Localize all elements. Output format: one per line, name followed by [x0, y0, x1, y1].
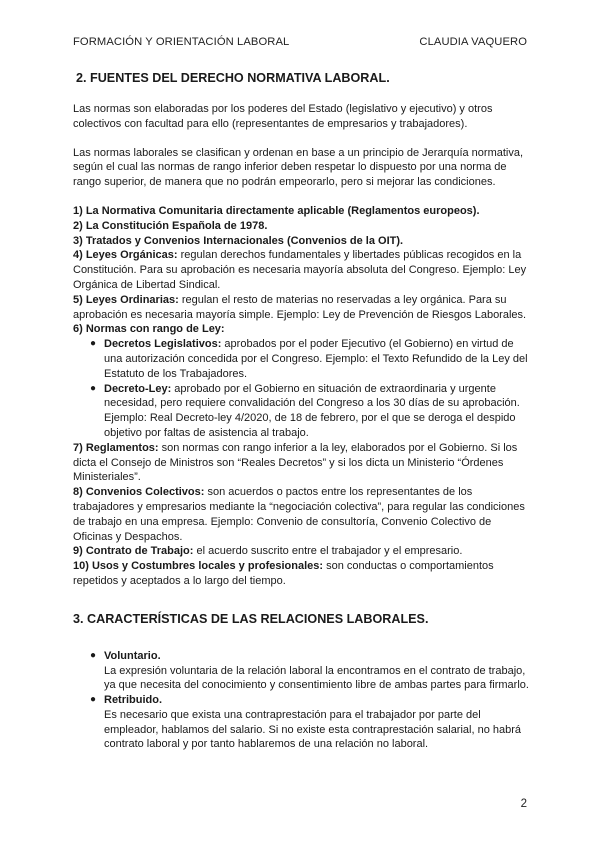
hierarchy-list — [73, 204, 533, 589]
list-item-7 — [73, 441, 533, 485]
list-item-1 — [73, 204, 533, 219]
list-item-5-label: 5) Leyes Ordinarias: — [73, 293, 179, 306]
sublist-item-decretos-legislativos — [73, 337, 533, 381]
list-item-9-label: 9) Contrato de Trabajo: — [73, 545, 194, 558]
characteristic-2-text: Es necesario que exista una contraprestación para el trabajador por parte del empleador, hablamos del salario. Si no existe esta contraprestación salarial, no habrá contrato laboral y por tanto hablaremos de una relación no laboral. — [104, 708, 522, 751]
list-item-6-text: 6) Normas con rango de Ley: — [73, 323, 225, 336]
list-item-3-text: 3) Tratados y Convenios Internacionales (Convenios de la OIT). — [73, 234, 404, 247]
list-item-8-text: son acuerdos o pactos entre los representantes de los trabajadores y empresarios mediante la “negociación colectiva”, para regular las condiciones de trabajo en una empresa. Ejemplo: Convenio de consultoría, Convenio Colectivo de Oficinas y Despachos. — [73, 486, 525, 543]
characteristic-retribuido — [73, 693, 533, 752]
characteristics-list — [73, 649, 533, 753]
list-item-8-label: 8) Convenios Colectivos: — [73, 486, 205, 499]
sublist-item-decreto-ley — [73, 382, 533, 441]
list-item-4 — [73, 248, 533, 292]
page-number: 2 — [520, 798, 527, 810]
list-item-10-label: 10) Usos y Costumbres locales y profesionales: — [73, 560, 324, 573]
section-3-title: 3. CARACTERÍSTICAS DE LAS RELACIONES LABORALES. — [73, 611, 429, 626]
list-item-6 — [73, 322, 533, 337]
sublist-item-1-label: Decretos Legislativos: — [104, 338, 222, 351]
list-item-9 — [73, 544, 533, 559]
bullet-icon: ● — [90, 338, 97, 350]
section-2-paragraph-2: Las normas laborales se clasifican y ordenan en base a un principio de Jerarquía normativa, según el cual las normas de rango inferior deben respetar lo dispuesto por una norma de rango superior, de manera que no podrán empeorarlo, pero si mejorar las condiciones. — [73, 146, 524, 189]
list-item-7-text: son normas con rango inferior a la ley, elaborados por el Gobierno. Si los dicta el Consejo de Ministros son “Reales Decretos” y si los dicta un Ministerio “Órdenes Ministeriales”. — [73, 441, 518, 484]
list-item-9-text: el acuerdo suscrito entre el trabajador y el empresario. — [193, 545, 463, 558]
list-item-10 — [73, 559, 533, 589]
header-subject: FORMACIÓN Y ORIENTACIÓN LABORAL — [73, 36, 290, 48]
list-item-2 — [73, 219, 533, 234]
page-header — [73, 36, 527, 48]
page-content — [73, 70, 533, 752]
bullet-icon: ● — [90, 694, 97, 706]
list-item-3 — [73, 234, 533, 249]
bullet-icon: ● — [90, 382, 97, 394]
sublist-item-2-label: Decreto-Ley: — [104, 382, 172, 395]
list-item-7-label: 7) Reglamentos: — [73, 441, 159, 454]
list-item-10-text: son conductas o comportamientos repetidos y aceptados a lo largo del tiempo. — [73, 560, 494, 587]
characteristic-voluntario — [73, 649, 533, 693]
list-item-5 — [73, 293, 533, 323]
characteristic-2-label: Retribuido. — [104, 694, 163, 707]
list-item-4-text: regulan derechos fundamentales y libertades públicas recogidos en la Constitución. Para su aprobación es necesaria mayoría absoluta del Congreso. Ejemplo: Ley Orgánica de Libertad Sindical. — [73, 249, 527, 291]
list-item-1-text: 1) La Normativa Comunitaria directamente aplicable (Reglamentos europeos). — [73, 204, 480, 217]
list-item-2-text: 2) La Constitución Española de 1978. — [73, 219, 268, 232]
characteristic-1-text: La expresión voluntaria de la relación laboral la encontramos en el contrato de trabajo, ya que necesita del conocimiento y consentimiento libre de ambas partes para firmarlo. — [104, 664, 529, 692]
bullet-icon: ● — [90, 649, 97, 661]
list-item-4-label: 4) Leyes Orgánicas: — [73, 249, 178, 262]
list-item-5-text: regulan el resto de materias no reservadas a ley orgánica. Para su aprobación es necesaria mayoría simple. Ejemplo: Ley de Prevención de Riesgos Laborales. — [73, 293, 527, 321]
characteristic-1-label: Voluntario. — [104, 649, 161, 662]
section-2-title: 2. FUENTES DEL DERECHO NORMATIVA LABORAL. — [76, 71, 390, 85]
header-author: CLAUDIA VAQUERO — [419, 36, 527, 48]
sublist-item-2-text: aprobado por el Gobierno en situación de extraordinaria y urgente necesidad, pero requiere convalidación del Congreso a los 30 días de su aprobación. Ejemplo: Real Decreto-ley 4/2020, de 18 de febrero, por el que se deroga el despido objetivo por faltas de asistencia al trabajo. — [104, 382, 520, 439]
list-item-6-sublist — [73, 337, 533, 441]
sublist-item-1-text: aprobados por el poder Ejecutivo (el Gobierno) en virtud de una autorización concedida por el Congreso. Ejemplo: el Texto Refundido de la Ley del Estatuto de los Trabajadores. — [104, 338, 528, 380]
list-item-8 — [73, 485, 533, 544]
section-2-paragraph-1: Las normas son elaboradas por los poderes del Estado (legislativo y ejecutivo) y otros colectivos con facultad para ello (representantes de empresarios y trabajadores). — [73, 103, 493, 130]
